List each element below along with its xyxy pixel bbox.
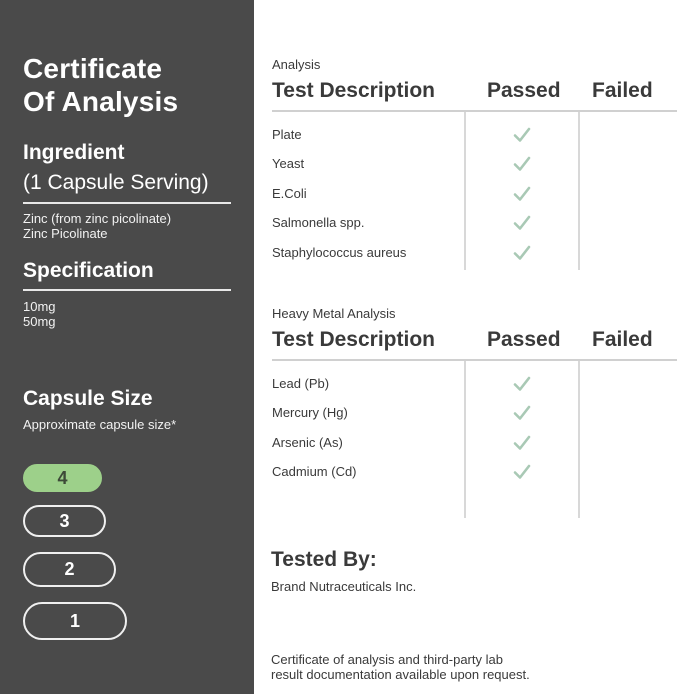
- capsule-size-title: Capsule Size: [23, 387, 153, 410]
- column-divider: [578, 112, 580, 270]
- footer-note: [271, 652, 530, 682]
- analysis-header-passed: Passed: [487, 79, 561, 102]
- heavy-metal-row-label: Mercury (Hg): [272, 405, 348, 420]
- ingredient-list: [23, 211, 171, 241]
- checkmark-icon: [513, 185, 531, 203]
- divider: [23, 289, 231, 291]
- heavy-metal-section-label: Heavy Metal Analysis: [272, 306, 396, 321]
- heavy-metal-header-description: Test Description: [272, 328, 435, 351]
- heavy-metal-row-label: Lead (Pb): [272, 376, 330, 391]
- right-panel: [254, 0, 679, 694]
- column-divider: [578, 361, 580, 518]
- left-panel: [0, 0, 254, 694]
- heavy-metal-header-passed: Passed: [487, 328, 561, 351]
- heavy-metal-row-label: Arsenic (As): [272, 435, 343, 450]
- tested-by-company: Brand Nutraceuticals Inc.: [271, 579, 417, 594]
- specification-title: Specification: [23, 259, 154, 282]
- title-line-2: Of Analysis: [23, 86, 179, 117]
- title-line-1: Certificate: [23, 53, 163, 84]
- capsule-size-3[interactable]: 3: [23, 505, 106, 537]
- analysis-row-label: Plate: [272, 127, 302, 142]
- footer-line-1: Certificate of analysis and third-party lab: [271, 652, 503, 667]
- analysis-header-rule: [272, 110, 677, 112]
- specification-item: 10mg: [23, 299, 56, 314]
- analysis-row-label: E.Coli: [272, 186, 307, 201]
- checkmark-icon: [513, 244, 531, 262]
- specification-item: 50mg: [23, 314, 56, 329]
- checkmark-icon: [513, 404, 531, 422]
- divider: [23, 202, 231, 204]
- capsule-size-1[interactable]: 1: [23, 602, 127, 640]
- analysis-header-description: Test Description: [272, 79, 435, 102]
- analysis-row-label: Yeast: [272, 156, 305, 171]
- capsule-size-2[interactable]: 2: [23, 552, 116, 587]
- analysis-header-failed: Failed: [592, 79, 653, 102]
- ingredient-item: Zinc Picolinate: [23, 226, 108, 241]
- heavy-metal-header-failed: Failed: [592, 328, 653, 351]
- ingredient-subtitle: (1 Capsule Serving): [23, 171, 209, 194]
- heavy-metal-header-rule: [272, 359, 677, 361]
- certificate-title: [23, 52, 178, 118]
- tested-by-title: Tested By:: [271, 548, 377, 571]
- checkmark-icon: [513, 155, 531, 173]
- capsule-size-subtitle: Approximate capsule size*: [23, 417, 177, 432]
- specification-list: [23, 299, 56, 329]
- checkmark-icon: [513, 375, 531, 393]
- checkmark-icon: [513, 214, 531, 232]
- checkmark-icon: [513, 434, 531, 452]
- column-divider: [464, 361, 466, 518]
- heavy-metal-row-label: Cadmium (Cd): [272, 464, 357, 479]
- ingredient-item: Zinc (from zinc picolinate): [23, 211, 172, 226]
- analysis-section-label: Analysis: [272, 57, 321, 72]
- checkmark-icon: [513, 463, 531, 481]
- footer-line-2: result documentation available upon request.: [271, 667, 530, 682]
- ingredient-title: Ingredient: [23, 141, 125, 164]
- checkmark-icon: [513, 126, 531, 144]
- capsule-size-4[interactable]: 4: [23, 464, 102, 492]
- analysis-row-label: Salmonella spp.: [272, 215, 365, 230]
- column-divider: [464, 112, 466, 270]
- analysis-row-label: Staphylococcus aureus: [272, 245, 407, 260]
